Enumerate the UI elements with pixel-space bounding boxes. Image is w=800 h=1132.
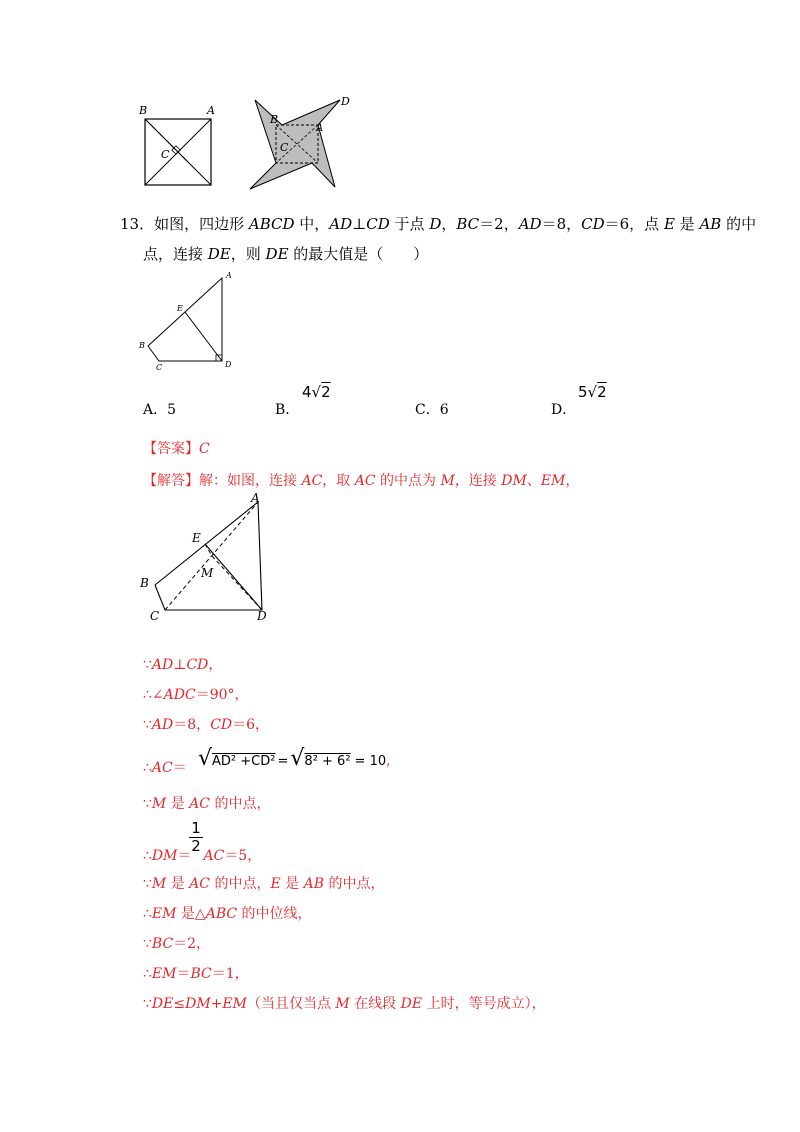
choice-a[interactable]: A．5	[143, 402, 177, 418]
choice-d-value: 5√2	[578, 383, 607, 401]
q-label-a: A	[226, 271, 232, 280]
pinwheel-label-a: A	[316, 123, 324, 134]
sol-label-e: E	[192, 531, 201, 545]
solution-intro: 【解答】解：如图，连接 AC，取 AC 的中点为 M，连接 DM、EM，	[143, 473, 580, 489]
sol-label-a: A	[251, 491, 260, 505]
step-1: ∵AD⊥CD，	[143, 657, 223, 673]
q-label-b: B	[139, 341, 145, 350]
choice-c[interactable]: C．6	[415, 402, 449, 418]
step-9: ∵BC＝2，	[143, 936, 211, 952]
step-5: ∵M 是 AC 的中点，	[143, 796, 271, 812]
step-7: ∵M 是 AC 的中点，E 是 AB 的中点，	[143, 876, 385, 892]
sol-label-c: C	[150, 609, 160, 623]
step-11: ∵DE≤DM+EM（当且仅当点 M 在线段 DE 上时，等号成立），	[143, 996, 546, 1012]
step-6-fraction: 1 2	[189, 820, 203, 855]
square-label-a: A	[207, 104, 215, 117]
question-13-line-1: 13．如图，四边形 ABCD 中，AD⊥CD 于点 D，BC＝2，AD＝8，CD＝6，点 E 是 AB 的中	[120, 215, 757, 233]
q-label-c: C	[156, 363, 163, 372]
pinwheel-label-d: D	[341, 95, 350, 108]
choice-b-value: 4√2	[302, 383, 331, 401]
question-number: 13．	[120, 215, 155, 233]
choice-d[interactable]: D．	[551, 402, 577, 418]
step-8: ∴EM 是△ABC 的中位线，	[143, 906, 312, 922]
choice-b[interactable]: B．	[275, 402, 300, 418]
solution-figure	[135, 490, 280, 625]
pinwheel-label-b: B	[270, 113, 279, 126]
square-label-c: C	[161, 148, 170, 161]
sol-label-d: D	[257, 609, 267, 623]
square-figure	[135, 100, 225, 192]
pinwheel-label-c: C	[280, 141, 289, 154]
sol-label-m: M	[201, 566, 214, 580]
step-2: ∴∠ADC＝90°，	[143, 687, 249, 703]
answer-value: C	[199, 441, 210, 457]
step-10: ∴EM＝BC＝1，	[143, 966, 249, 982]
square-label-b: B	[139, 104, 148, 117]
step-4-formula: √AD² +CD² =√8² + 6² = 10,	[198, 746, 391, 771]
question-13-line-2: 点，连接 DE，则 DE 的最大值是（ ）	[143, 245, 429, 263]
pinwheel-figure	[240, 95, 360, 195]
sol-label-b: B	[140, 576, 149, 590]
step-3: ∵AD＝8，CD＝6，	[143, 717, 270, 733]
step-4: ∴AC＝	[143, 760, 187, 776]
question-figure	[135, 268, 245, 373]
step-6: ∴DM＝ AC＝5，	[143, 848, 262, 864]
q-label-e: E	[177, 304, 183, 313]
q-label-d: D	[225, 360, 232, 369]
answer-line: 【答案】C	[143, 441, 210, 457]
